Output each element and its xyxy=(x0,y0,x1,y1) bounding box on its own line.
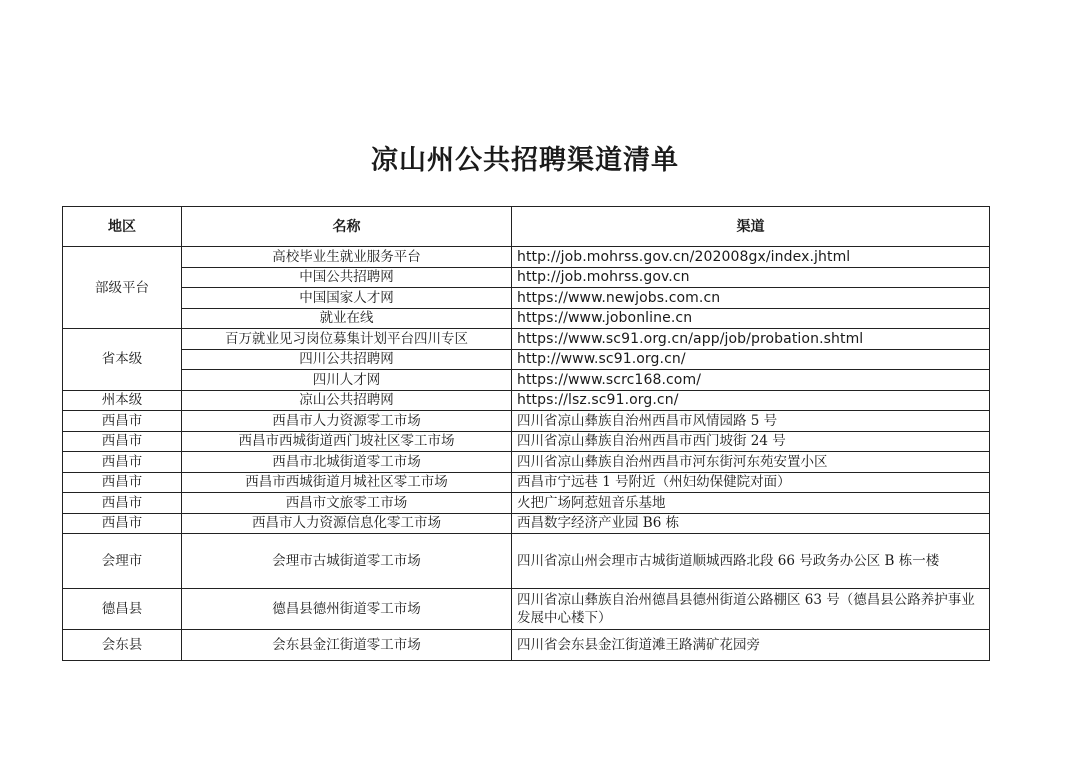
table-row xyxy=(63,513,990,534)
region-cell: 州本级 xyxy=(63,390,182,411)
table-row xyxy=(63,630,990,661)
column-header-channel: 渠道 xyxy=(512,207,990,247)
channel-link[interactable]: http://www.sc91.org.cn/ xyxy=(512,349,990,370)
region-cell: 西昌市 xyxy=(63,513,182,534)
name-cell: 西昌市北城街道零工市场 xyxy=(182,452,512,473)
region-cell: 西昌市 xyxy=(63,472,182,493)
table-row xyxy=(63,411,990,432)
name-cell: 会理市古城街道零工市场 xyxy=(182,534,512,589)
name-cell: 高校毕业生就业服务平台 xyxy=(182,247,512,268)
channel-link[interactable]: https://www.jobonline.cn xyxy=(512,308,990,329)
address-cell: 四川省凉山彝族自治州德昌县德州街道公路棚区 63 号（德昌县公路养护事业发展中心楼下） xyxy=(512,589,990,630)
name-cell: 西昌市西城街道月城社区零工市场 xyxy=(182,472,512,493)
table-row xyxy=(63,247,990,268)
table-row xyxy=(63,452,990,473)
table-row xyxy=(63,431,990,452)
table-row xyxy=(63,589,990,630)
name-cell: 中国公共招聘网 xyxy=(182,267,512,288)
name-cell: 百万就业见习岗位募集计划平台四川专区 xyxy=(182,329,512,350)
name-cell: 四川公共招聘网 xyxy=(182,349,512,370)
table-row xyxy=(63,493,990,514)
table-row xyxy=(63,349,990,370)
column-header-name: 名称 xyxy=(182,207,512,247)
table-row xyxy=(63,288,990,309)
address-cell: 四川省凉山州会理市古城街道顺城西路北段 66 号政务办公区 B 栋一楼 xyxy=(512,534,990,589)
region-cell: 西昌市 xyxy=(63,411,182,432)
region-cell: 会东县 xyxy=(63,630,182,661)
table-row xyxy=(63,534,990,589)
name-cell: 凉山公共招聘网 xyxy=(182,390,512,411)
region-cell: 会理市 xyxy=(63,534,182,589)
channel-link[interactable]: http://job.mohrss.gov.cn xyxy=(512,267,990,288)
address-cell: 西昌市宁远巷 1 号附近（州妇幼保健院对面） xyxy=(512,472,990,493)
name-cell: 四川人才网 xyxy=(182,370,512,391)
channel-link[interactable]: http://job.mohrss.gov.cn/202008gx/index.jhtml xyxy=(512,247,990,268)
name-cell: 西昌市人力资源零工市场 xyxy=(182,411,512,432)
name-cell: 就业在线 xyxy=(182,308,512,329)
table-row xyxy=(63,390,990,411)
address-cell: 四川省凉山彝族自治州西昌市河东街河东苑安置小区 xyxy=(512,452,990,473)
name-cell: 德昌县德州街道零工市场 xyxy=(182,589,512,630)
table-row xyxy=(63,329,990,350)
name-cell: 西昌市人力资源信息化零工市场 xyxy=(182,513,512,534)
table-row xyxy=(63,472,990,493)
region-cell: 西昌市 xyxy=(63,431,182,452)
region-cell: 省本级 xyxy=(63,329,182,391)
table-row xyxy=(63,370,990,391)
recruitment-channels-table xyxy=(62,206,990,661)
column-header-region: 地区 xyxy=(63,207,182,247)
address-cell: 四川省凉山彝族自治州西昌市西门坡街 24 号 xyxy=(512,431,990,452)
region-cell: 德昌县 xyxy=(63,589,182,630)
region-cell: 西昌市 xyxy=(63,493,182,514)
channel-link[interactable]: https://lsz.sc91.org.cn/ xyxy=(512,390,990,411)
table-row xyxy=(63,308,990,329)
region-cell: 部级平台 xyxy=(63,247,182,329)
address-cell: 四川省会东县金江街道滩王路满矿花园旁 xyxy=(512,630,990,661)
channel-link[interactable]: https://www.sc91.org.cn/app/job/probation.shtml xyxy=(512,329,990,350)
table-header-row xyxy=(63,207,990,247)
name-cell: 会东县金江街道零工市场 xyxy=(182,630,512,661)
address-cell: 西昌数字经济产业园 B6 栋 xyxy=(512,513,990,534)
name-cell: 中国国家人才网 xyxy=(182,288,512,309)
name-cell: 西昌市文旅零工市场 xyxy=(182,493,512,514)
channel-link[interactable]: https://www.scrc168.com/ xyxy=(512,370,990,391)
address-cell: 火把广场阿惹妞音乐基地 xyxy=(512,493,990,514)
channel-link[interactable]: https://www.newjobs.com.cn xyxy=(512,288,990,309)
page-title: 凉山州公共招聘渠道清单 xyxy=(371,145,679,176)
region-cell: 西昌市 xyxy=(63,452,182,473)
address-cell: 四川省凉山彝族自治州西昌市风情园路 5 号 xyxy=(512,411,990,432)
table-row xyxy=(63,267,990,288)
name-cell: 西昌市西城街道西门坡社区零工市场 xyxy=(182,431,512,452)
